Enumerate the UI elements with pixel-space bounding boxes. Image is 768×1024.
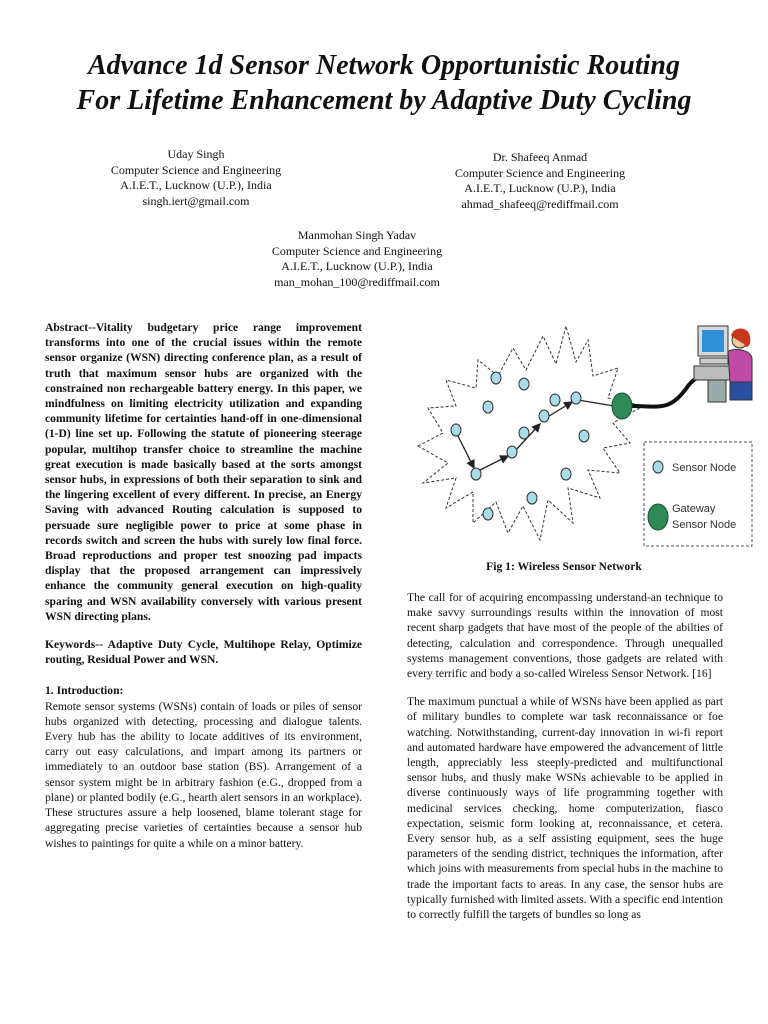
left-column <box>45 320 362 864</box>
author-2 <box>430 150 650 212</box>
author-inst: A.I.E.T., Lucknow (U.P.), India <box>464 181 616 195</box>
author-inst: A.I.E.T., Lucknow (U.P.), India <box>120 178 272 192</box>
sensor-node-legend-icon <box>653 461 663 473</box>
sensor-node <box>539 410 549 422</box>
abstract: Abstract--Vitality budgetary price range improvement transforms into one of the crucial issues within the remote sensor organize (WSN) directing conference plan, as a result of truth that maximum sensor hubs are organized with the constrained non rechargeable battery energy. In this paper, we mindfulness on limiting electricity utilization and expanding community lifetime for certainties hand-off in one-dimensional (1-D) line set up. Following the statute of pioneering steerage popular, multihop transfer choice to streamline the machine great execution is made basically based at the sorts amongst sensor hubs, in expressions of both their separation to sink and the lingering excellent of every different. In precise, an Energy Saving with advanced Routing calculation is supposed to persuade sure negligible power to price at some phase in records switch and screen the hubs with surely low final force. Broad reproductions and proper test snoozing pad impacts display that the proposed arrangement can impressively enhance the community general execution on high-quality sparing and WSN availability conversely with various present WSN directing plans. <box>45 321 362 623</box>
title-line-1: Advance 1d Sensor Network Opportunistic Routing <box>88 50 680 81</box>
author-1 <box>96 147 296 209</box>
routing-path <box>456 400 614 472</box>
author-dept: Computer Science and Engineering <box>110 162 282 177</box>
right-paragraph-2: The maximum punctual a while of WSNs have been applied as part of military bundles to complete war task reconnaissance or foe watching. Notwithstanding, current-day innovation in wi-fi report and automated hardware have empowered the advancement of little length, appreciably less steeply-predicted and multifunctional sensor hubs, and thusly make WSNs achievable to be applied in diverse continuously ways of life programming together with medicinal services checking, home computerization, fiasco expectation, seismic form looking at, reconnaissance, et cetera. Every sensor hub, as a self assisting equipment, sees the huge parameters of the sending district, techniques the information, after which joins with measurements from special hubs in the machine to trade the important facts to areas. In any case, the sensor hubs are typically furnished with limited assets. With a specific end intention to correctly fulfill the targets of bundles so long as <box>407 695 723 922</box>
gateway-node-legend-icon <box>648 504 668 530</box>
legend <box>644 442 752 546</box>
author-name: Dr. Shafeeq Anmad <box>492 150 588 164</box>
sensor-node <box>527 492 537 504</box>
sensor-node <box>519 427 529 439</box>
author-3 <box>247 228 467 290</box>
sensor-node <box>519 378 529 390</box>
author-email: ahmad_shafeeq@rediffmail.com <box>461 196 619 211</box>
author-inst: A.I.E.T., Lucknow (U.P.), India <box>281 259 433 273</box>
figure-caption: Fig 1: Wireless Sensor Network <box>486 560 642 573</box>
sensor-node <box>451 424 461 436</box>
author-name: Uday Singh <box>167 147 225 161</box>
legend-gateway-label-1: Gateway <box>672 503 716 515</box>
gateway-node <box>612 393 632 419</box>
author-dept: Computer Science and Engineering <box>271 243 443 258</box>
sensor-node <box>579 430 589 442</box>
introduction <box>45 683 362 850</box>
sensor-node <box>471 468 481 480</box>
right-paragraph-1: The call for of acquiring encompassing understand-an technique to make savvy surroundings results within the innovation of most recent sharp gadgets that have most of the people of the abilties of detecting, calculation and correspondence. Through unequalled systems management conventions, those gadgets are related with every terrific and body a so-called Wireless Sensor Network. [16] <box>407 591 723 681</box>
intro-heading: 1. Introduction: <box>45 684 124 698</box>
intro-text: Remote sensor systems (WSNs) contain of loads or piles of sensor hubs organized with detecting, processing and dialogue talents. Every hub has the ability to locate additives of its environment, carry out easy calculations, and impart among its partners or immediately to an outdoor base station (BS). Arrangement of a sensor system might be in arbitrary fashion (e.G., dropped from a plane) or planted bodily (e.G., hearth alert sensors in an workplace). These structures assure a help loosened, blame tolerant stage for aggregating precise varieties of certainties because a sensor hub wishes to paintings for quite a while on a minor battery. <box>45 699 362 850</box>
sensor-node <box>491 372 501 384</box>
computer-user-icon <box>694 326 752 402</box>
author-name: Manmohan Singh Yadav <box>297 228 417 242</box>
wsn-diagram <box>408 318 756 554</box>
sensor-node <box>483 508 493 520</box>
sensor-node <box>483 401 493 413</box>
paper-title <box>20 48 748 118</box>
keywords: Keywords-- Adaptive Duty Cycle, Multihope Relay, Optimize routing, Residual Power and WSN. <box>45 638 362 667</box>
author-dept: Computer Science and Engineering <box>454 165 626 180</box>
title-line-2: For Lifetime Enhancement by Adaptive Duty Cycling <box>76 85 692 116</box>
legend-sensor-label: Sensor Node <box>672 462 737 474</box>
sensor-node <box>507 446 517 458</box>
author-email: man_mohan_100@rediffmail.com <box>274 274 440 289</box>
sensor-node <box>550 394 560 406</box>
right-column <box>407 590 723 935</box>
legend-gateway-label-2: Sensor Node <box>672 519 737 531</box>
sensor-node <box>571 392 581 404</box>
wsn-figure <box>408 318 756 554</box>
sensor-node <box>561 468 571 480</box>
author-email: singh.iert@gmail.com <box>142 193 250 208</box>
